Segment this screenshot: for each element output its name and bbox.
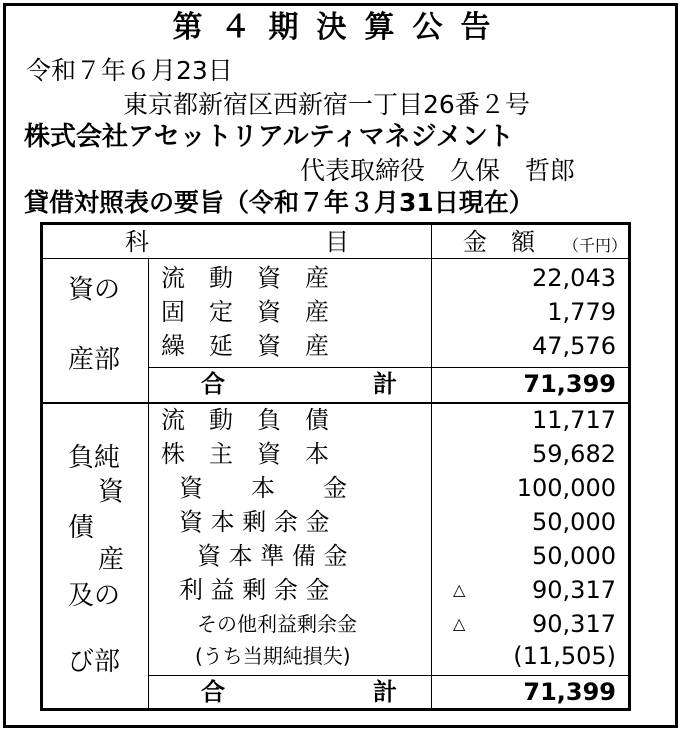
assets-row-label: 固 定 資 産 bbox=[161, 298, 329, 326]
assets-section-label-1: 資の bbox=[68, 275, 121, 305]
header-item-2: 目 bbox=[325, 228, 349, 256]
liab-row-label: その他利益剰余金 bbox=[197, 612, 357, 636]
liab-row-value: 11,717 bbox=[532, 406, 616, 434]
negative-triangle-icon: △ bbox=[453, 614, 466, 633]
liab-section-label: 債 bbox=[68, 513, 95, 543]
liab-row-label: 資 本 準 備 金 bbox=[197, 542, 348, 570]
negative-triangle-icon: △ bbox=[453, 580, 466, 599]
liab-row-value: (11,505) bbox=[513, 642, 616, 670]
liab-section-label: 産 bbox=[98, 545, 125, 575]
liab-section-label: 負純 bbox=[68, 443, 121, 473]
balance-sheet-subtitle: 貸借対照表の要旨（令和７年３月31日現在） bbox=[24, 188, 534, 217]
assets-total-label-2: 計 bbox=[373, 370, 397, 398]
liab-section-label: び部 bbox=[68, 647, 121, 677]
balance-sheet-table bbox=[40, 222, 631, 711]
assets-row-label: 流 動 資 産 bbox=[161, 264, 329, 292]
liab-row-value: 100,000 bbox=[516, 474, 616, 502]
liab-row-label: (うち当期純損失) bbox=[195, 644, 351, 668]
section-column-rule bbox=[148, 259, 149, 708]
liab-total-value: 71,399 bbox=[523, 678, 616, 706]
notice-date: 令和７年６月23日 bbox=[26, 56, 233, 85]
representative: 代表取締役 久保 哲郎 bbox=[300, 156, 576, 185]
section-divider bbox=[43, 402, 628, 404]
liab-row-value: 59,682 bbox=[532, 440, 616, 468]
liab-total-label-1: 合 bbox=[201, 678, 225, 706]
assets-row-value: 1,779 bbox=[547, 298, 616, 326]
assets-total-value: 71,399 bbox=[523, 370, 616, 398]
liab-row-value: 90,317 bbox=[532, 610, 616, 638]
liab-row-label: 資 本 金 bbox=[179, 474, 347, 502]
liab-total-label-2: 計 bbox=[373, 678, 397, 706]
liab-section-label: 及の bbox=[68, 581, 121, 611]
assets-row-label: 繰 延 資 産 bbox=[161, 332, 329, 360]
header-amount: 金 額 bbox=[463, 228, 535, 256]
company-address: 東京都新宿区西新宿一丁目26番２号 bbox=[123, 90, 530, 119]
liab-row-value: 90,317 bbox=[532, 576, 616, 604]
liab-row-label: 株 主 資 本 bbox=[161, 440, 329, 468]
liab-row-label: 利 益 剰 余 金 bbox=[179, 576, 330, 604]
assets-total-rule bbox=[148, 367, 628, 368]
amount-column-rule bbox=[431, 225, 432, 708]
liab-row-label: 流 動 負 債 bbox=[161, 406, 329, 434]
assets-row-value: 47,576 bbox=[532, 332, 616, 360]
header-item-1: 科 bbox=[125, 228, 149, 256]
assets-row-value: 22,043 bbox=[532, 264, 616, 292]
liab-row-value: 50,000 bbox=[532, 508, 616, 536]
header-unit: （千円） bbox=[563, 236, 628, 255]
liab-row-label: 資 本 剰 余 金 bbox=[179, 508, 330, 536]
liab-total-rule bbox=[148, 675, 628, 676]
header-rule bbox=[43, 258, 628, 259]
liab-section-label: 資 bbox=[98, 477, 125, 507]
company-name: 株式会社アセットリアルティマネジメント bbox=[24, 122, 514, 152]
assets-section-label-2: 産部 bbox=[68, 345, 121, 375]
assets-total-label-1: 合 bbox=[201, 370, 225, 398]
liab-row-value: 50,000 bbox=[532, 542, 616, 570]
notice-title: 第４期決算公告 bbox=[172, 10, 509, 45]
